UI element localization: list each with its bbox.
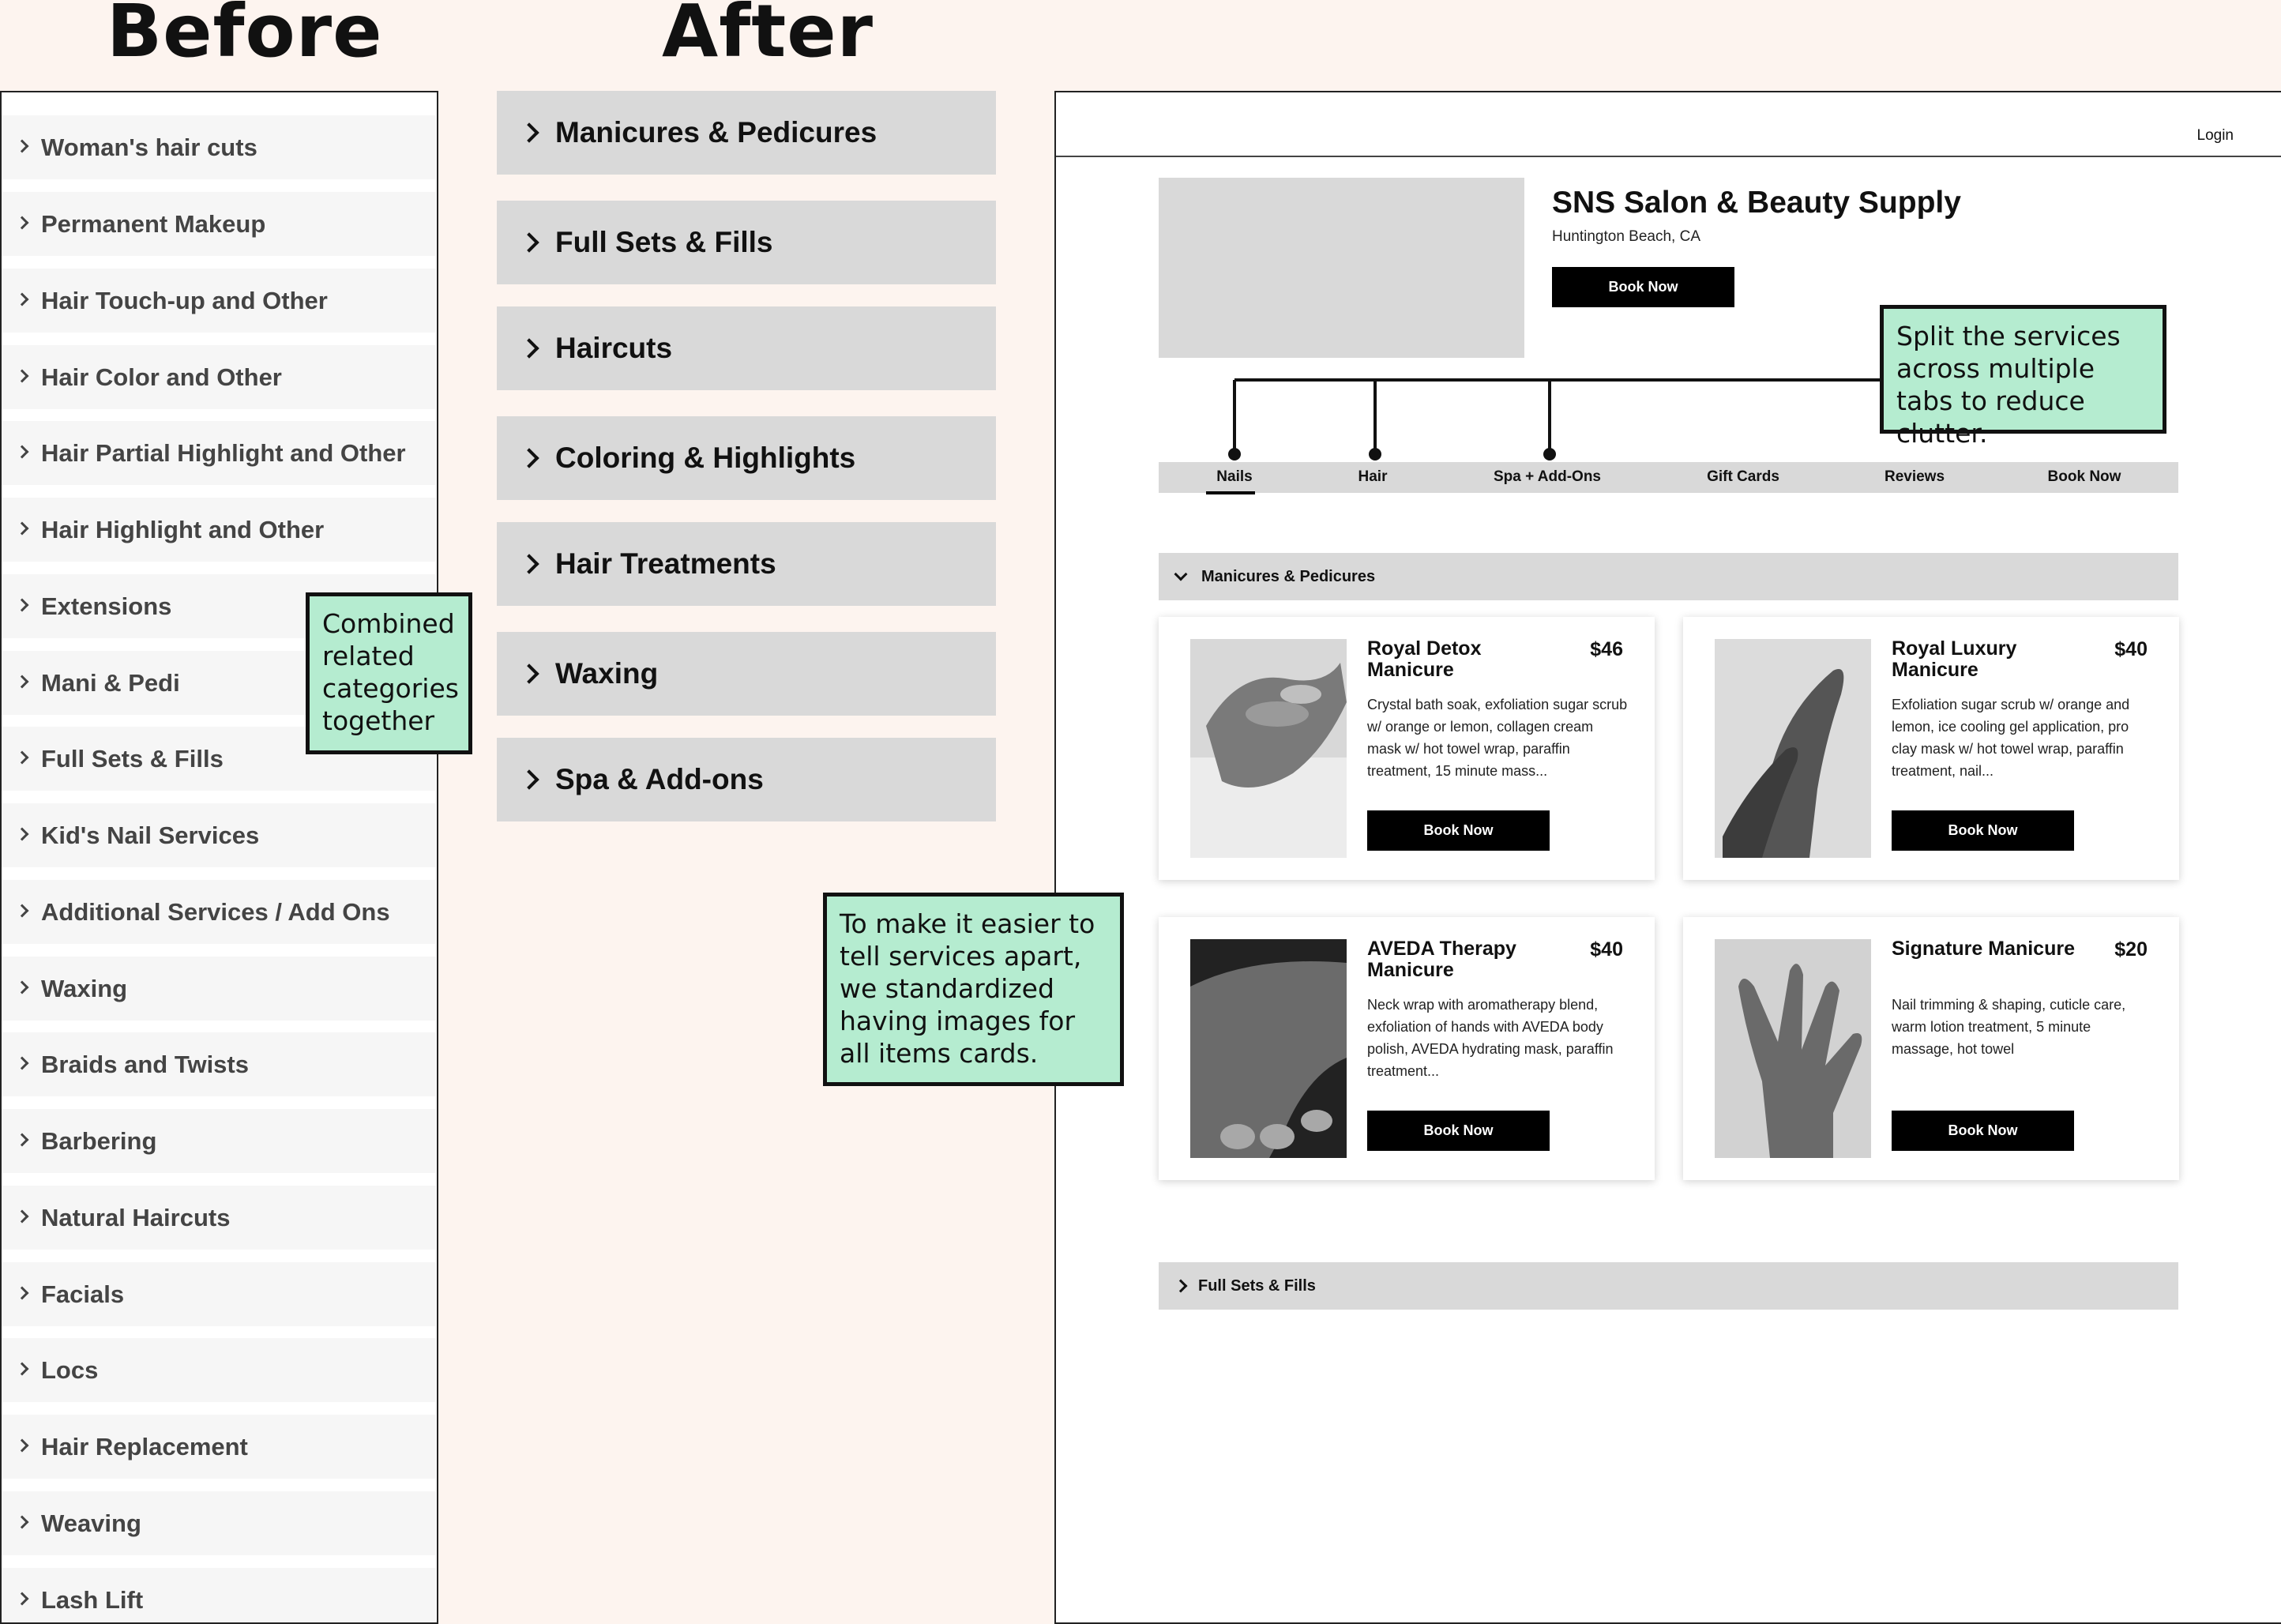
login-link[interactable]: Login — [2196, 127, 2234, 144]
before-item-label: Natural Haircuts — [41, 1203, 231, 1231]
before-item[interactable] — [2, 803, 436, 867]
chevron-right-icon — [16, 1209, 29, 1223]
after-item[interactable] — [497, 416, 996, 500]
note-combined-categories: Combined related categories together — [306, 592, 472, 754]
chevron-right-icon — [16, 292, 29, 306]
chevron-right-icon — [16, 1133, 29, 1146]
before-item-label: Locs — [41, 1355, 99, 1384]
before-heading: Before — [107, 0, 383, 73]
chevron-right-icon — [16, 904, 29, 917]
service-title: Royal Detox Manicure — [1367, 637, 1482, 681]
after-item-label: Hair Treatments — [555, 547, 776, 580]
chevron-right-icon — [16, 598, 29, 611]
before-item[interactable] — [2, 345, 436, 409]
service-card — [1159, 617, 1655, 880]
chevron-right-icon — [16, 1438, 29, 1452]
chevron-right-icon — [16, 1056, 29, 1070]
service-image — [1715, 939, 1871, 1158]
before-item-label: Hair Color and Other — [41, 363, 282, 391]
before-item[interactable] — [2, 1415, 436, 1479]
before-item[interactable] — [2, 498, 436, 562]
service-title: AVEDA Therapy Manicure — [1367, 938, 1516, 981]
after-item[interactable] — [497, 738, 996, 821]
book-now-button[interactable]: Book Now — [1367, 810, 1550, 851]
tab-reviews[interactable]: Reviews — [1884, 468, 1945, 485]
before-item[interactable] — [2, 1491, 436, 1555]
tab-book-now[interactable]: Book Now — [2047, 468, 2121, 485]
chevron-right-icon — [16, 750, 29, 764]
chevron-right-icon — [16, 827, 29, 840]
section-title: Full Sets & Fills — [1198, 1276, 1316, 1295]
tab-gift-cards[interactable]: Gift Cards — [1707, 468, 1779, 485]
before-item-label: Woman's hair cuts — [41, 133, 257, 161]
chevron-right-icon — [519, 232, 539, 252]
before-item-label: Full Sets & Fills — [41, 744, 224, 773]
after-item[interactable] — [497, 91, 996, 175]
before-item[interactable] — [2, 880, 436, 944]
service-title: Royal Luxury Manicure — [1892, 637, 2017, 681]
note-tabs: Split the services across multiple tabs to reduce clutter. — [1880, 305, 2166, 434]
service-description: Exfoliation sugar scrub w/ orange and lemon, ice cooling gel application, pro clay mask w/ hot towel wrap, paraffin treatment, nail... — [1892, 697, 2130, 779]
after-item[interactable] — [497, 306, 996, 390]
service-description: Neck wrap with aromatherapy blend, exfoliation of hands with AVEDA body polish, AVEDA hydrating mask, paraffin treatment... — [1367, 997, 1614, 1079]
before-category-list — [0, 91, 438, 1624]
chevron-right-icon — [519, 664, 539, 683]
before-item-label: Weaving — [41, 1509, 141, 1537]
chevron-right-icon — [519, 554, 539, 573]
before-item-label: Additional Services / Add Ons — [41, 897, 390, 926]
before-item-label: Kid's Nail Services — [41, 821, 260, 849]
after-item-label: Coloring & Highlights — [555, 442, 856, 474]
before-item[interactable] — [2, 1032, 436, 1096]
before-item-label: Barbering — [41, 1126, 157, 1155]
before-item-label: Hair Replacement — [41, 1432, 248, 1460]
salon-name: SNS Salon & Beauty Supply — [1552, 186, 1961, 220]
after-item[interactable] — [497, 522, 996, 606]
after-item[interactable] — [497, 201, 996, 284]
service-image — [1190, 939, 1347, 1158]
book-now-button[interactable]: Book Now — [1892, 1111, 2074, 1151]
before-item[interactable] — [2, 957, 436, 1021]
service-description: Nail trimming & shaping, cuticle care, warm lotion treatment, 5 minute massage, hot towel — [1892, 997, 2126, 1057]
chevron-right-icon — [16, 1362, 29, 1375]
after-item-label: Manicures & Pedicures — [555, 116, 877, 148]
before-item[interactable] — [2, 269, 436, 333]
section-title: Manicures & Pedicures — [1201, 567, 1376, 585]
section-full-sets-fills[interactable] — [1159, 1262, 2178, 1310]
service-card — [1159, 917, 1655, 1180]
chevron-right-icon — [16, 139, 29, 152]
tab-hair[interactable]: Hair — [1358, 468, 1388, 485]
chevron-right-icon — [519, 448, 539, 468]
before-item[interactable] — [2, 192, 436, 256]
before-item[interactable] — [2, 115, 436, 179]
before-item-label: Hair Touch-up and Other — [41, 286, 328, 314]
chevron-right-icon — [519, 338, 539, 358]
before-item-label: Braids and Twists — [41, 1050, 249, 1078]
before-item-label: Hair Highlight and Other — [41, 515, 325, 543]
service-price: $40 — [2114, 638, 2148, 660]
chevron-right-icon — [16, 1592, 29, 1605]
after-item-label: Haircuts — [555, 332, 673, 364]
before-item[interactable] — [2, 1568, 436, 1624]
chevron-right-icon — [16, 980, 29, 994]
tab-nails[interactable]: Nails — [1216, 468, 1253, 485]
section-manicures-pedicures[interactable] — [1159, 553, 2178, 600]
service-card — [1683, 617, 2179, 880]
before-item-label: Extensions — [41, 592, 172, 620]
before-item[interactable] — [2, 1338, 436, 1402]
after-item-label: Spa & Add-ons — [555, 763, 764, 795]
chevron-right-icon — [16, 445, 29, 458]
before-item-label: Hair Partial Highlight and Other — [41, 438, 406, 467]
service-image — [1190, 639, 1347, 858]
chevron-right-icon — [1174, 1280, 1188, 1293]
chevron-right-icon — [519, 122, 539, 142]
chevron-right-icon — [16, 675, 29, 688]
chevron-right-icon — [16, 521, 29, 535]
service-price: $20 — [2114, 938, 2148, 960]
service-description: Crystal bath soak, exfoliation sugar scrub w/ orange or lemon, collagen cream mask w/ hot towel wrap, paraffin treatment, 15 minute mass... — [1367, 697, 1628, 779]
before-item-label: Mani & Pedi — [41, 668, 180, 697]
service-price: $40 — [1590, 938, 1623, 960]
chevron-right-icon — [519, 769, 539, 789]
before-item-label: Facials — [41, 1280, 125, 1308]
before-item-label: Permanent Makeup — [41, 209, 266, 238]
before-item[interactable] — [2, 421, 436, 485]
active-tab-indicator — [1206, 491, 1255, 494]
after-item[interactable] — [497, 632, 996, 716]
chevron-right-icon — [16, 1286, 29, 1299]
chevron-right-icon — [16, 1515, 29, 1528]
service-card — [1683, 917, 2179, 1180]
service-title: Signature Manicure — [1892, 938, 2075, 960]
tab-spa-add-ons[interactable]: Spa + Add-Ons — [1493, 468, 1602, 485]
service-image — [1715, 639, 1871, 858]
before-item[interactable] — [2, 1109, 436, 1173]
salon-location: Huntington Beach, CA — [1552, 228, 1701, 245]
note-standardized-images: To make it easier to tell services apart, we standardized having images for all items cards. — [823, 893, 1124, 1086]
chevron-right-icon — [16, 369, 29, 382]
before-item-label: Waxing — [41, 974, 128, 1002]
after-heading: After — [662, 0, 874, 73]
before-item-label: Lash Lift — [41, 1585, 144, 1614]
after-item-label: Waxing — [555, 657, 659, 690]
book-now-button[interactable]: Book Now — [1367, 1111, 1550, 1151]
book-now-button[interactable]: Book Now — [1892, 810, 2074, 851]
before-item[interactable] — [2, 1186, 436, 1250]
before-item[interactable] — [2, 1262, 436, 1326]
service-price: $46 — [1590, 638, 1623, 660]
book-now-button[interactable]: Book Now — [1552, 267, 1734, 307]
chevron-down-icon — [1174, 568, 1188, 581]
after-item-label: Full Sets & Fills — [555, 226, 773, 258]
chevron-right-icon — [16, 216, 29, 229]
